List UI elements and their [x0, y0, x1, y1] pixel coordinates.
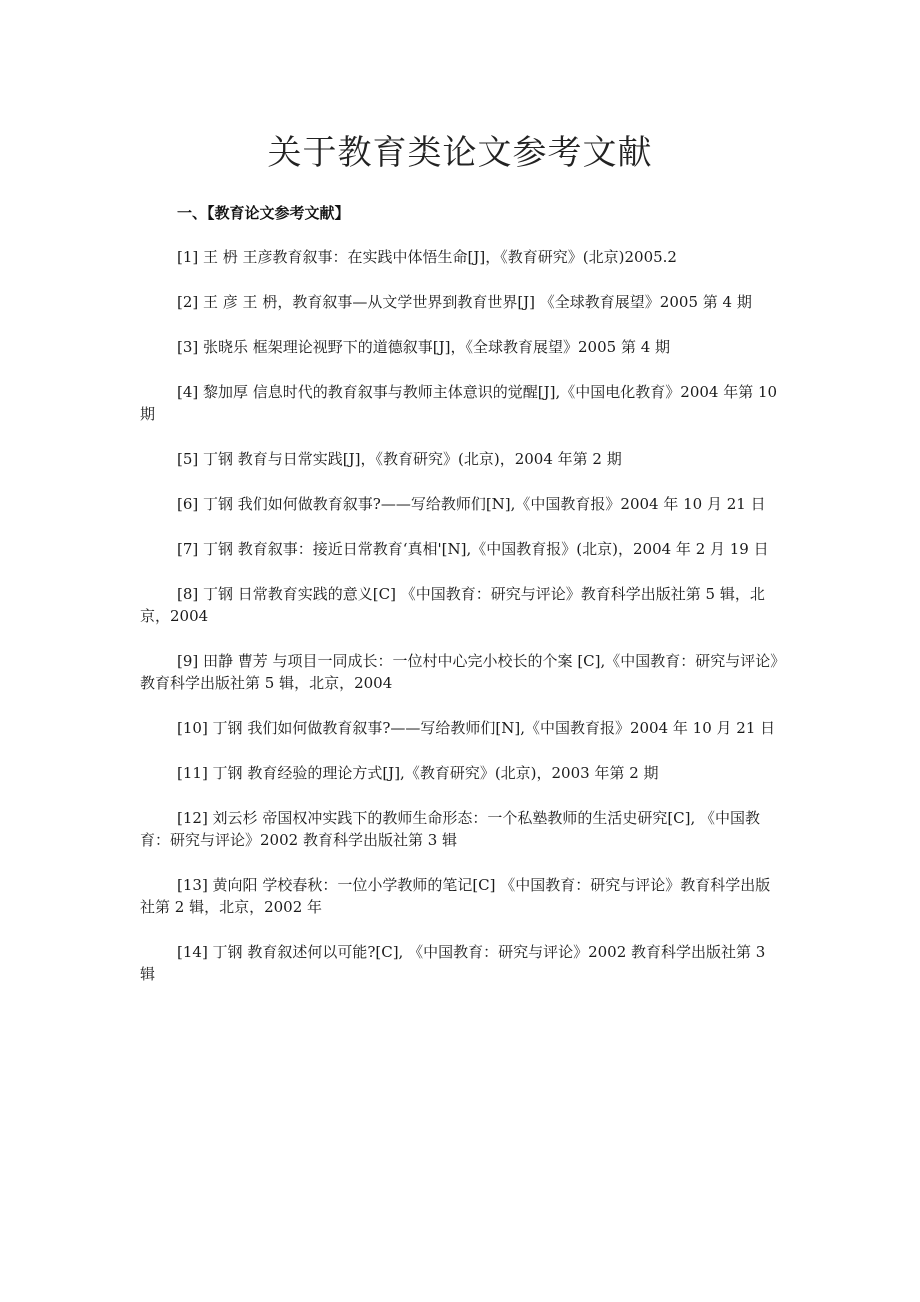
reference-item: [6] 丁钢 我们如何做教育叙事?——写给教师们[N],《中国教育报》2004 年 10 月 21 日: [177, 495, 766, 513]
reference-item: [14] 丁钢 教育叙述何以可能?[C], 《中国教育：研究与评论》2002 教育科学出版社第 3 辑: [140, 943, 766, 983]
reference-item: [5] 丁钢 教育与日常实践[J]，《教育研究》(北京)，2004 年第 2 期: [177, 450, 622, 468]
reference-item: [12] 刘云杉 帝国权冲实践下的教师生命形态：一个私塾教师的生活史研究[C], 《中国教育：研究与评论》2002 教育科学出版社第 3 辑: [140, 809, 761, 849]
reference-list: [140, 246, 780, 1008]
reference-item: [11] 丁钢 教育经验的理论方式[J],《教育研究》(北京)，2003 年第 2 期: [177, 764, 659, 782]
document-title: 关于教育类论文参考文献: [267, 133, 653, 173]
section-heading: 一、【教育论文参考文献】: [177, 204, 350, 222]
reference-item: [8] 丁钢 日常教育实践的意义[C] 《中国教育：研究与评论》教育科学出版社第 5 辑，北京，2004: [140, 585, 765, 625]
reference-item: [1] 王 枬 王彦教育叙事：在实践中体悟生命[J]，《教育研究》(北京)2005.2: [177, 248, 677, 266]
reference-item: [2] 王 彦 王 枬，教育叙事—从文学世界到教育世界[J] 《全球教育展望》2005 第 4 期: [177, 293, 752, 311]
reference-item: [13] 黄向阳 学校春秋：一位小学教师的笔记[C] 《中国教育：研究与评论》教育科学出版社第 2 辑，北京，2002 年: [140, 876, 771, 916]
reference-item: [9] 田静 曹芳 与项目一同成长：一位村中心完小校长的个案 [C],《中国教育：研究与评论》教育科学出版社第 5 辑，北京，2004: [140, 652, 778, 692]
reference-item: [10] 丁钢 我们如何做教育叙事?——写给教师们[N],《中国教育报》2004 年 10 月 21 日: [177, 719, 776, 737]
reference-item: [3] 张晓乐 框架理论视野下的道德叙事[J]，《全球教育展望》2005 第 4 期: [177, 338, 671, 356]
reference-item: [7] 丁钢 教育叙事：接近日常教育‘真相'[N],《中国教育报》(北京)，2004 年 2 月 19 日: [177, 540, 769, 558]
reference-item: [4] 黎加厚 信息时代的教育叙事与教师主体意识的觉醒[J],《中国电化教育》2004 年第 10 期: [140, 383, 778, 423]
